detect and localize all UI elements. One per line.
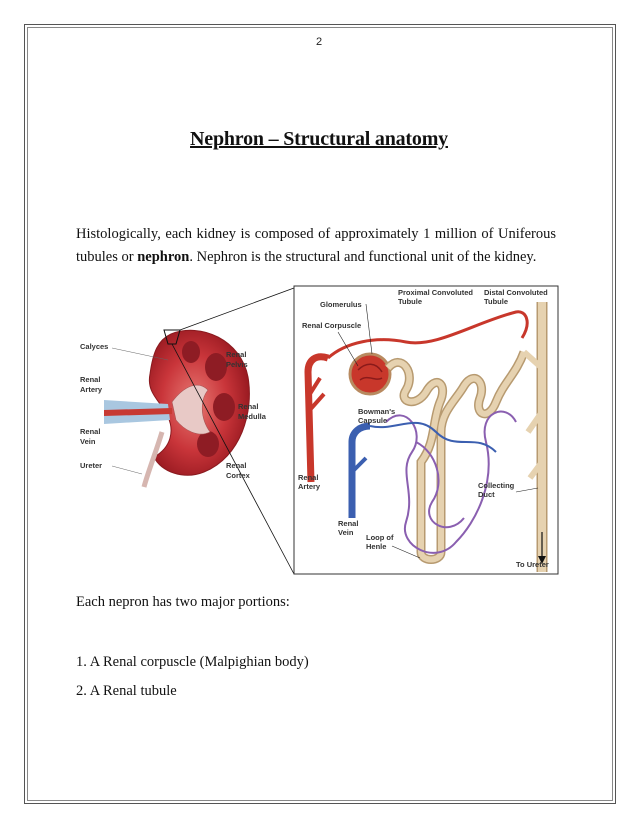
label-nephron-renal-artery-1: Renal: [298, 473, 319, 482]
label-loop-2: Henle: [366, 542, 387, 551]
intro-text-1: Histologically, each kidney is composed of approximately 1 million of Uniferous tubules or: [76, 226, 556, 265]
portion-item-1: 1. A Renal corpuscle (Malpighian body): [76, 654, 309, 670]
label-renal-medulla-2: Medulla: [238, 412, 266, 421]
portion-item-2: 2. A Renal tubule: [76, 683, 177, 699]
label-to-ureter: To Ureter: [516, 560, 549, 569]
page-title: Nephron – Structural anatomy: [190, 128, 448, 150]
label-calyces: Calyces: [80, 342, 109, 351]
label-renal-artery-1: Renal: [80, 375, 101, 384]
kidney-illustration: [104, 288, 294, 574]
label-proximal-1: Proximal Convoluted: [398, 288, 474, 297]
label-loop-1: Loop of: [366, 533, 394, 542]
kidney-nephron-figure: [76, 282, 562, 578]
label-renal-corpuscle: Renal Corpuscle: [302, 321, 362, 330]
label-distal-2: Tubule: [484, 297, 509, 306]
intro-paragraph: [76, 223, 556, 269]
portions-heading: Each nepron has two major portions:: [76, 594, 290, 610]
label-bowmans-1: Bowman's: [358, 407, 396, 416]
label-bowmans-2: Capsule: [358, 416, 388, 425]
label-glomerulus: Glomerulus: [320, 300, 362, 309]
label-nephron-renal-artery-2: Artery: [298, 482, 321, 491]
label-renal-artery-2: Artery: [80, 385, 103, 394]
label-renal-vein-2: Vein: [80, 437, 96, 446]
label-ureter: Ureter: [80, 461, 103, 470]
label-nephron-renal-vein-1: Renal: [338, 519, 359, 528]
intro-text-2: . Nephron is the structural and functional unit of the kidney.: [189, 249, 537, 265]
label-collecting-1: Collecting: [478, 481, 515, 490]
label-renal-pelvis-2: Pelvis: [226, 360, 248, 369]
label-distal-1: Distal Convoluted: [484, 288, 548, 297]
label-renal-vein-1: Renal: [80, 427, 101, 436]
label-renal-cortex-1: Renal: [226, 461, 247, 470]
label-renal-medulla-1: Renal: [238, 402, 259, 411]
label-renal-pelvis-1: Renal: [226, 350, 247, 359]
intro-bold-term: nephron: [137, 249, 190, 265]
page-number: 2: [315, 36, 323, 48]
label-nephron-renal-vein-2: Vein: [338, 528, 354, 537]
label-collecting-2: Duct: [478, 490, 495, 499]
label-proximal-2: Tubule: [398, 297, 423, 306]
label-renal-cortex-2: Cortex: [226, 471, 250, 480]
